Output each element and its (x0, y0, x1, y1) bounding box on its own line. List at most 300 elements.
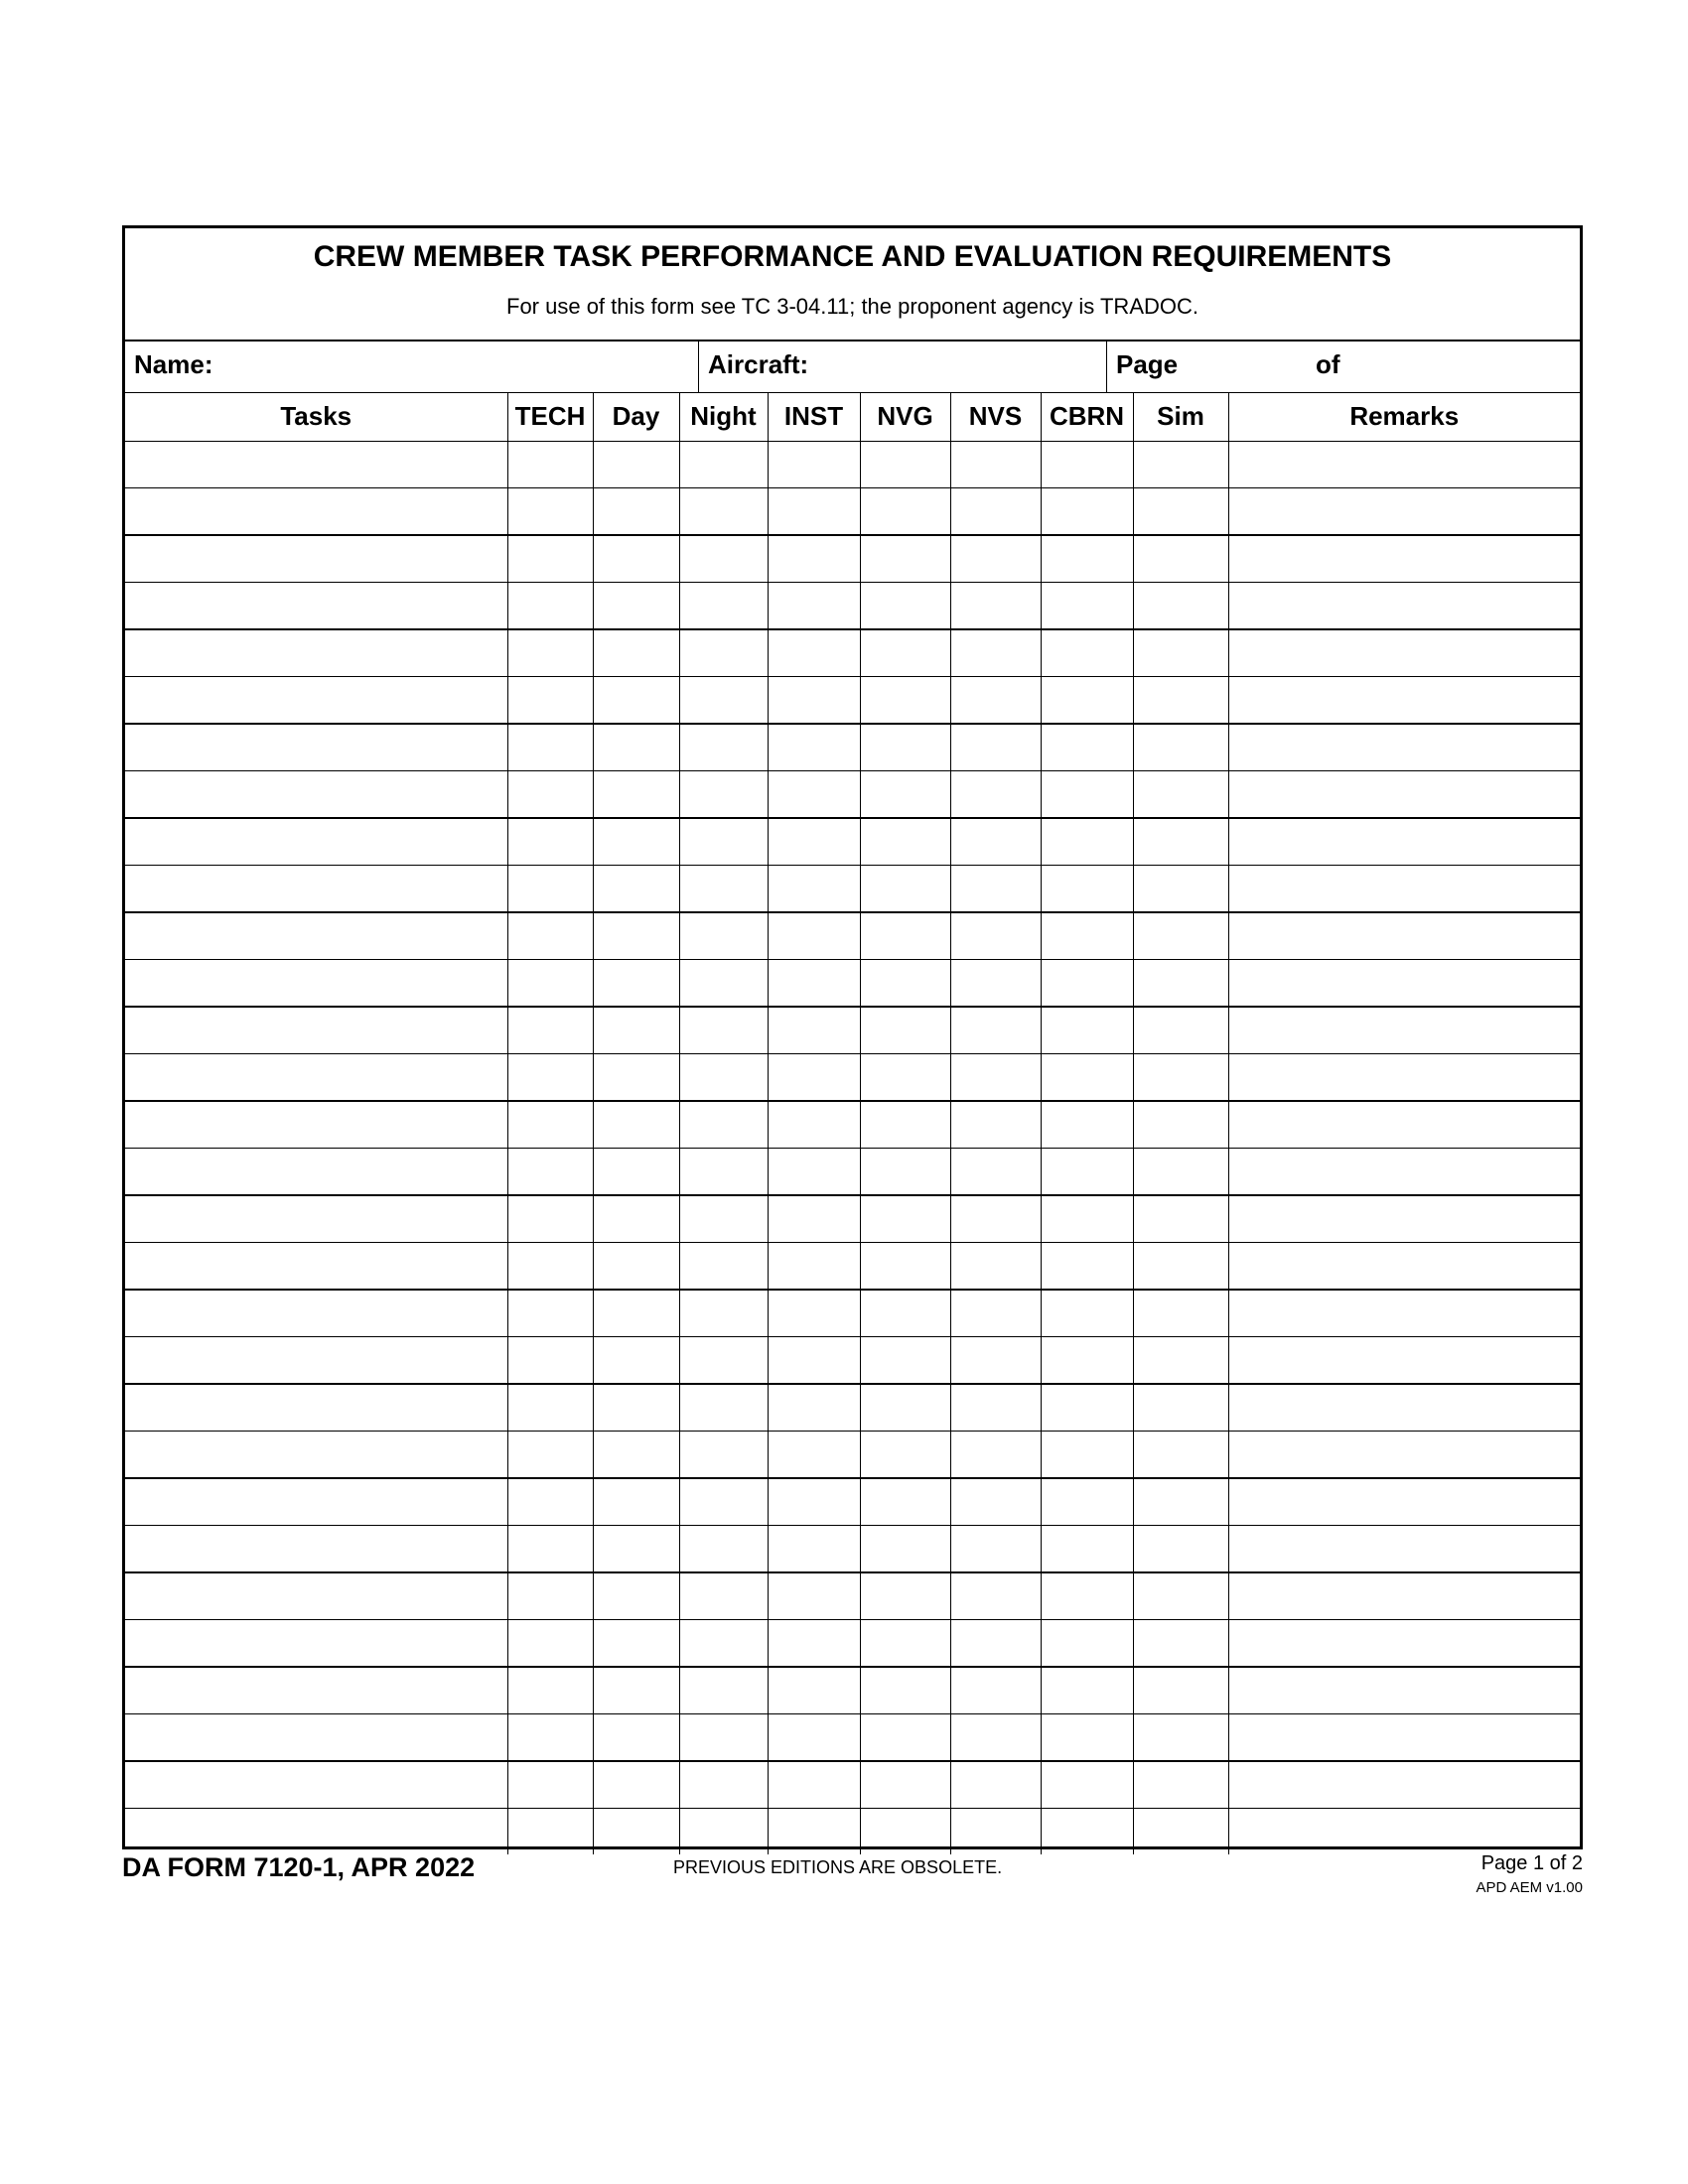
cell-inst[interactable] (768, 1761, 860, 1809)
cell-tasks[interactable] (125, 1054, 507, 1102)
cell-nvs[interactable] (950, 1526, 1041, 1573)
cell-sim[interactable] (1133, 442, 1228, 488)
cell-remarks[interactable] (1228, 1572, 1580, 1620)
cell-remarks[interactable] (1228, 771, 1580, 819)
cell-cbrn[interactable] (1041, 1290, 1133, 1337)
cell-nvs[interactable] (950, 1714, 1041, 1762)
cell-cbrn[interactable] (1041, 724, 1133, 771)
cell-cbrn[interactable] (1041, 1337, 1133, 1385)
cell-remarks[interactable] (1228, 535, 1580, 583)
cell-night[interactable] (679, 1384, 768, 1432)
cell-sim[interactable] (1133, 818, 1228, 866)
cell-inst[interactable] (768, 771, 860, 819)
cell-remarks[interactable] (1228, 677, 1580, 725)
cell-nvs[interactable] (950, 724, 1041, 771)
cell-nvg[interactable] (860, 1337, 950, 1385)
cell-tech[interactable] (507, 1667, 593, 1714)
cell-sim[interactable] (1133, 960, 1228, 1008)
cell-inst[interactable] (768, 1572, 860, 1620)
cell-remarks[interactable] (1228, 1478, 1580, 1526)
cell-night[interactable] (679, 724, 768, 771)
cell-nvg[interactable] (860, 1101, 950, 1149)
cell-remarks[interactable] (1228, 818, 1580, 866)
cell-cbrn[interactable] (1041, 1667, 1133, 1714)
cell-nvg[interactable] (860, 960, 950, 1008)
cell-inst[interactable] (768, 1054, 860, 1102)
cell-nvg[interactable] (860, 724, 950, 771)
cell-day[interactable] (593, 1149, 679, 1196)
cell-cbrn[interactable] (1041, 1054, 1133, 1102)
cell-remarks[interactable] (1228, 1337, 1580, 1385)
cell-tasks[interactable] (125, 488, 507, 536)
cell-sim[interactable] (1133, 1761, 1228, 1809)
cell-inst[interactable] (768, 1195, 860, 1243)
cell-night[interactable] (679, 442, 768, 488)
cell-tasks[interactable] (125, 818, 507, 866)
cell-tasks[interactable] (125, 1572, 507, 1620)
cell-nvs[interactable] (950, 1572, 1041, 1620)
cell-sim[interactable] (1133, 912, 1228, 960)
cell-night[interactable] (679, 960, 768, 1008)
cell-nvg[interactable] (860, 1195, 950, 1243)
cell-day[interactable] (593, 442, 679, 488)
cell-night[interactable] (679, 1809, 768, 1855)
cell-nvs[interactable] (950, 1054, 1041, 1102)
cell-tech[interactable] (507, 866, 593, 913)
aircraft-field[interactable] (699, 340, 1107, 392)
cell-day[interactable] (593, 1243, 679, 1291)
cell-day[interactable] (593, 866, 679, 913)
cell-day[interactable] (593, 1432, 679, 1479)
cell-inst[interactable] (768, 866, 860, 913)
cell-sim[interactable] (1133, 1478, 1228, 1526)
cell-remarks[interactable] (1228, 1761, 1580, 1809)
cell-tech[interactable] (507, 1620, 593, 1668)
cell-remarks[interactable] (1228, 442, 1580, 488)
cell-nvg[interactable] (860, 1667, 950, 1714)
cell-tech[interactable] (507, 1526, 593, 1573)
cell-remarks[interactable] (1228, 583, 1580, 630)
cell-nvs[interactable] (950, 583, 1041, 630)
cell-tech[interactable] (507, 912, 593, 960)
cell-inst[interactable] (768, 724, 860, 771)
cell-inst[interactable] (768, 1243, 860, 1291)
cell-cbrn[interactable] (1041, 629, 1133, 677)
cell-tech[interactable] (507, 1337, 593, 1385)
cell-day[interactable] (593, 1195, 679, 1243)
cell-nvg[interactable] (860, 1526, 950, 1573)
cell-nvg[interactable] (860, 1007, 950, 1054)
cell-cbrn[interactable] (1041, 1478, 1133, 1526)
cell-remarks[interactable] (1228, 1101, 1580, 1149)
cell-day[interactable] (593, 1337, 679, 1385)
cell-nvg[interactable] (860, 1809, 950, 1855)
cell-tech[interactable] (507, 629, 593, 677)
cell-day[interactable] (593, 629, 679, 677)
cell-cbrn[interactable] (1041, 1149, 1133, 1196)
cell-cbrn[interactable] (1041, 1620, 1133, 1668)
cell-day[interactable] (593, 535, 679, 583)
cell-cbrn[interactable] (1041, 1007, 1133, 1054)
cell-tech[interactable] (507, 583, 593, 630)
cell-inst[interactable] (768, 1809, 860, 1855)
cell-nvg[interactable] (860, 1384, 950, 1432)
cell-cbrn[interactable] (1041, 442, 1133, 488)
cell-nvs[interactable] (950, 1007, 1041, 1054)
cell-tasks[interactable] (125, 1290, 507, 1337)
cell-day[interactable] (593, 1572, 679, 1620)
cell-tasks[interactable] (125, 1761, 507, 1809)
cell-tasks[interactable] (125, 1714, 507, 1762)
cell-night[interactable] (679, 535, 768, 583)
cell-cbrn[interactable] (1041, 1195, 1133, 1243)
cell-night[interactable] (679, 583, 768, 630)
cell-nvg[interactable] (860, 912, 950, 960)
page-field[interactable] (1107, 340, 1580, 392)
cell-inst[interactable] (768, 442, 860, 488)
cell-tasks[interactable] (125, 1667, 507, 1714)
cell-nvg[interactable] (860, 677, 950, 725)
cell-tech[interactable] (507, 1007, 593, 1054)
cell-cbrn[interactable] (1041, 488, 1133, 536)
cell-inst[interactable] (768, 488, 860, 536)
cell-nvg[interactable] (860, 1620, 950, 1668)
cell-sim[interactable] (1133, 488, 1228, 536)
cell-day[interactable] (593, 912, 679, 960)
cell-nvg[interactable] (860, 629, 950, 677)
cell-night[interactable] (679, 1714, 768, 1762)
cell-sim[interactable] (1133, 1007, 1228, 1054)
cell-nvs[interactable] (950, 677, 1041, 725)
cell-night[interactable] (679, 1007, 768, 1054)
cell-tech[interactable] (507, 1572, 593, 1620)
cell-remarks[interactable] (1228, 724, 1580, 771)
cell-cbrn[interactable] (1041, 1761, 1133, 1809)
cell-sim[interactable] (1133, 583, 1228, 630)
cell-night[interactable] (679, 1290, 768, 1337)
cell-inst[interactable] (768, 1007, 860, 1054)
cell-inst[interactable] (768, 1337, 860, 1385)
cell-inst[interactable] (768, 960, 860, 1008)
cell-sim[interactable] (1133, 1149, 1228, 1196)
cell-day[interactable] (593, 1101, 679, 1149)
cell-cbrn[interactable] (1041, 677, 1133, 725)
cell-nvs[interactable] (950, 1243, 1041, 1291)
cell-night[interactable] (679, 1101, 768, 1149)
cell-nvg[interactable] (860, 1761, 950, 1809)
cell-sim[interactable] (1133, 866, 1228, 913)
cell-nvg[interactable] (860, 535, 950, 583)
cell-tech[interactable] (507, 535, 593, 583)
cell-night[interactable] (679, 912, 768, 960)
cell-sim[interactable] (1133, 677, 1228, 725)
cell-tech[interactable] (507, 724, 593, 771)
cell-sim[interactable] (1133, 1384, 1228, 1432)
cell-night[interactable] (679, 1149, 768, 1196)
cell-night[interactable] (679, 1478, 768, 1526)
cell-tech[interactable] (507, 1243, 593, 1291)
cell-nvs[interactable] (950, 1149, 1041, 1196)
cell-day[interactable] (593, 1007, 679, 1054)
cell-day[interactable] (593, 1290, 679, 1337)
cell-cbrn[interactable] (1041, 1526, 1133, 1573)
cell-inst[interactable] (768, 1149, 860, 1196)
cell-tasks[interactable] (125, 1101, 507, 1149)
cell-cbrn[interactable] (1041, 1809, 1133, 1855)
cell-nvs[interactable] (950, 1620, 1041, 1668)
cell-night[interactable] (679, 1620, 768, 1668)
cell-sim[interactable] (1133, 535, 1228, 583)
cell-nvs[interactable] (950, 866, 1041, 913)
cell-tasks[interactable] (125, 960, 507, 1008)
cell-nvs[interactable] (950, 1337, 1041, 1385)
cell-sim[interactable] (1133, 1290, 1228, 1337)
cell-sim[interactable] (1133, 1337, 1228, 1385)
cell-tech[interactable] (507, 1384, 593, 1432)
cell-inst[interactable] (768, 583, 860, 630)
cell-nvg[interactable] (860, 583, 950, 630)
cell-remarks[interactable] (1228, 1195, 1580, 1243)
cell-tasks[interactable] (125, 866, 507, 913)
cell-cbrn[interactable] (1041, 771, 1133, 819)
cell-remarks[interactable] (1228, 866, 1580, 913)
cell-nvs[interactable] (950, 771, 1041, 819)
cell-cbrn[interactable] (1041, 535, 1133, 583)
cell-inst[interactable] (768, 1478, 860, 1526)
cell-nvs[interactable] (950, 1478, 1041, 1526)
cell-night[interactable] (679, 1572, 768, 1620)
cell-tech[interactable] (507, 960, 593, 1008)
cell-nvg[interactable] (860, 1432, 950, 1479)
cell-day[interactable] (593, 1809, 679, 1855)
cell-tasks[interactable] (125, 1432, 507, 1479)
cell-sim[interactable] (1133, 1620, 1228, 1668)
cell-inst[interactable] (768, 535, 860, 583)
cell-sim[interactable] (1133, 1714, 1228, 1762)
cell-cbrn[interactable] (1041, 866, 1133, 913)
cell-cbrn[interactable] (1041, 1572, 1133, 1620)
cell-night[interactable] (679, 677, 768, 725)
cell-tasks[interactable] (125, 677, 507, 725)
cell-nvg[interactable] (860, 1290, 950, 1337)
cell-remarks[interactable] (1228, 1432, 1580, 1479)
cell-tasks[interactable] (125, 1384, 507, 1432)
cell-remarks[interactable] (1228, 1620, 1580, 1668)
cell-nvs[interactable] (950, 629, 1041, 677)
cell-day[interactable] (593, 1667, 679, 1714)
cell-tasks[interactable] (125, 1195, 507, 1243)
cell-tech[interactable] (507, 1432, 593, 1479)
cell-inst[interactable] (768, 1384, 860, 1432)
cell-nvs[interactable] (950, 818, 1041, 866)
cell-nvs[interactable] (950, 535, 1041, 583)
cell-remarks[interactable] (1228, 912, 1580, 960)
cell-sim[interactable] (1133, 771, 1228, 819)
cell-tech[interactable] (507, 1149, 593, 1196)
cell-nvg[interactable] (860, 1243, 950, 1291)
cell-tasks[interactable] (125, 1526, 507, 1573)
cell-cbrn[interactable] (1041, 1714, 1133, 1762)
cell-night[interactable] (679, 629, 768, 677)
cell-nvg[interactable] (860, 818, 950, 866)
cell-sim[interactable] (1133, 1667, 1228, 1714)
cell-inst[interactable] (768, 1620, 860, 1668)
cell-cbrn[interactable] (1041, 583, 1133, 630)
cell-sim[interactable] (1133, 1054, 1228, 1102)
cell-tech[interactable] (507, 1809, 593, 1855)
cell-tech[interactable] (507, 1290, 593, 1337)
cell-remarks[interactable] (1228, 1007, 1580, 1054)
cell-nvs[interactable] (950, 1667, 1041, 1714)
cell-tech[interactable] (507, 1761, 593, 1809)
cell-sim[interactable] (1133, 1809, 1228, 1855)
cell-tasks[interactable] (125, 912, 507, 960)
cell-tasks[interactable] (125, 442, 507, 488)
cell-inst[interactable] (768, 677, 860, 725)
cell-night[interactable] (679, 1761, 768, 1809)
cell-sim[interactable] (1133, 1195, 1228, 1243)
cell-cbrn[interactable] (1041, 818, 1133, 866)
cell-remarks[interactable] (1228, 488, 1580, 536)
cell-day[interactable] (593, 1714, 679, 1762)
cell-tech[interactable] (507, 442, 593, 488)
cell-nvs[interactable] (950, 1101, 1041, 1149)
cell-nvs[interactable] (950, 488, 1041, 536)
cell-nvg[interactable] (860, 1572, 950, 1620)
cell-remarks[interactable] (1228, 1149, 1580, 1196)
cell-nvg[interactable] (860, 771, 950, 819)
cell-cbrn[interactable] (1041, 1384, 1133, 1432)
cell-day[interactable] (593, 960, 679, 1008)
cell-inst[interactable] (768, 912, 860, 960)
cell-remarks[interactable] (1228, 1526, 1580, 1573)
cell-night[interactable] (679, 1195, 768, 1243)
cell-nvg[interactable] (860, 488, 950, 536)
cell-tasks[interactable] (125, 583, 507, 630)
cell-tasks[interactable] (125, 1007, 507, 1054)
cell-sim[interactable] (1133, 1432, 1228, 1479)
cell-tech[interactable] (507, 818, 593, 866)
cell-nvg[interactable] (860, 1714, 950, 1762)
cell-night[interactable] (679, 818, 768, 866)
cell-nvg[interactable] (860, 1149, 950, 1196)
cell-day[interactable] (593, 1761, 679, 1809)
cell-night[interactable] (679, 1054, 768, 1102)
cell-day[interactable] (593, 1054, 679, 1102)
cell-day[interactable] (593, 1384, 679, 1432)
cell-nvs[interactable] (950, 1384, 1041, 1432)
cell-tasks[interactable] (125, 1478, 507, 1526)
cell-tasks[interactable] (125, 1809, 507, 1855)
cell-cbrn[interactable] (1041, 960, 1133, 1008)
cell-day[interactable] (593, 1478, 679, 1526)
cell-tech[interactable] (507, 1478, 593, 1526)
cell-day[interactable] (593, 771, 679, 819)
cell-sim[interactable] (1133, 724, 1228, 771)
cell-nvs[interactable] (950, 1761, 1041, 1809)
cell-tech[interactable] (507, 488, 593, 536)
cell-cbrn[interactable] (1041, 912, 1133, 960)
cell-nvs[interactable] (950, 1809, 1041, 1855)
cell-tasks[interactable] (125, 1620, 507, 1668)
cell-tasks[interactable] (125, 1337, 507, 1385)
cell-tasks[interactable] (125, 1243, 507, 1291)
cell-cbrn[interactable] (1041, 1101, 1133, 1149)
cell-remarks[interactable] (1228, 960, 1580, 1008)
cell-nvs[interactable] (950, 1195, 1041, 1243)
cell-tech[interactable] (507, 1714, 593, 1762)
cell-inst[interactable] (768, 1101, 860, 1149)
cell-tech[interactable] (507, 1101, 593, 1149)
cell-remarks[interactable] (1228, 1054, 1580, 1102)
cell-nvg[interactable] (860, 1054, 950, 1102)
cell-inst[interactable] (768, 1290, 860, 1337)
cell-remarks[interactable] (1228, 1714, 1580, 1762)
cell-sim[interactable] (1133, 1101, 1228, 1149)
cell-remarks[interactable] (1228, 629, 1580, 677)
cell-day[interactable] (593, 488, 679, 536)
cell-nvs[interactable] (950, 1432, 1041, 1479)
cell-nvs[interactable] (950, 960, 1041, 1008)
cell-night[interactable] (679, 1337, 768, 1385)
cell-inst[interactable] (768, 1714, 860, 1762)
cell-nvs[interactable] (950, 1290, 1041, 1337)
cell-sim[interactable] (1133, 629, 1228, 677)
cell-day[interactable] (593, 583, 679, 630)
cell-inst[interactable] (768, 818, 860, 866)
cell-tasks[interactable] (125, 629, 507, 677)
cell-day[interactable] (593, 677, 679, 725)
cell-night[interactable] (679, 1526, 768, 1573)
cell-night[interactable] (679, 488, 768, 536)
cell-day[interactable] (593, 818, 679, 866)
cell-inst[interactable] (768, 1432, 860, 1479)
cell-inst[interactable] (768, 1526, 860, 1573)
cell-night[interactable] (679, 1667, 768, 1714)
cell-tasks[interactable] (125, 771, 507, 819)
cell-day[interactable] (593, 1526, 679, 1573)
cell-day[interactable] (593, 1620, 679, 1668)
cell-sim[interactable] (1133, 1572, 1228, 1620)
cell-remarks[interactable] (1228, 1290, 1580, 1337)
cell-night[interactable] (679, 866, 768, 913)
cell-tasks[interactable] (125, 535, 507, 583)
cell-day[interactable] (593, 724, 679, 771)
cell-nvg[interactable] (860, 866, 950, 913)
cell-nvg[interactable] (860, 1478, 950, 1526)
name-field[interactable] (125, 340, 699, 392)
cell-tasks[interactable] (125, 1149, 507, 1196)
cell-tech[interactable] (507, 1195, 593, 1243)
cell-sim[interactable] (1133, 1526, 1228, 1573)
cell-tech[interactable] (507, 771, 593, 819)
cell-nvg[interactable] (860, 442, 950, 488)
cell-sim[interactable] (1133, 1243, 1228, 1291)
cell-night[interactable] (679, 1243, 768, 1291)
cell-nvs[interactable] (950, 442, 1041, 488)
cell-tech[interactable] (507, 1054, 593, 1102)
cell-night[interactable] (679, 771, 768, 819)
cell-cbrn[interactable] (1041, 1432, 1133, 1479)
cell-remarks[interactable] (1228, 1809, 1580, 1855)
cell-remarks[interactable] (1228, 1384, 1580, 1432)
cell-inst[interactable] (768, 1667, 860, 1714)
cell-tasks[interactable] (125, 724, 507, 771)
cell-cbrn[interactable] (1041, 1243, 1133, 1291)
cell-nvs[interactable] (950, 912, 1041, 960)
cell-inst[interactable] (768, 629, 860, 677)
cell-night[interactable] (679, 1432, 768, 1479)
